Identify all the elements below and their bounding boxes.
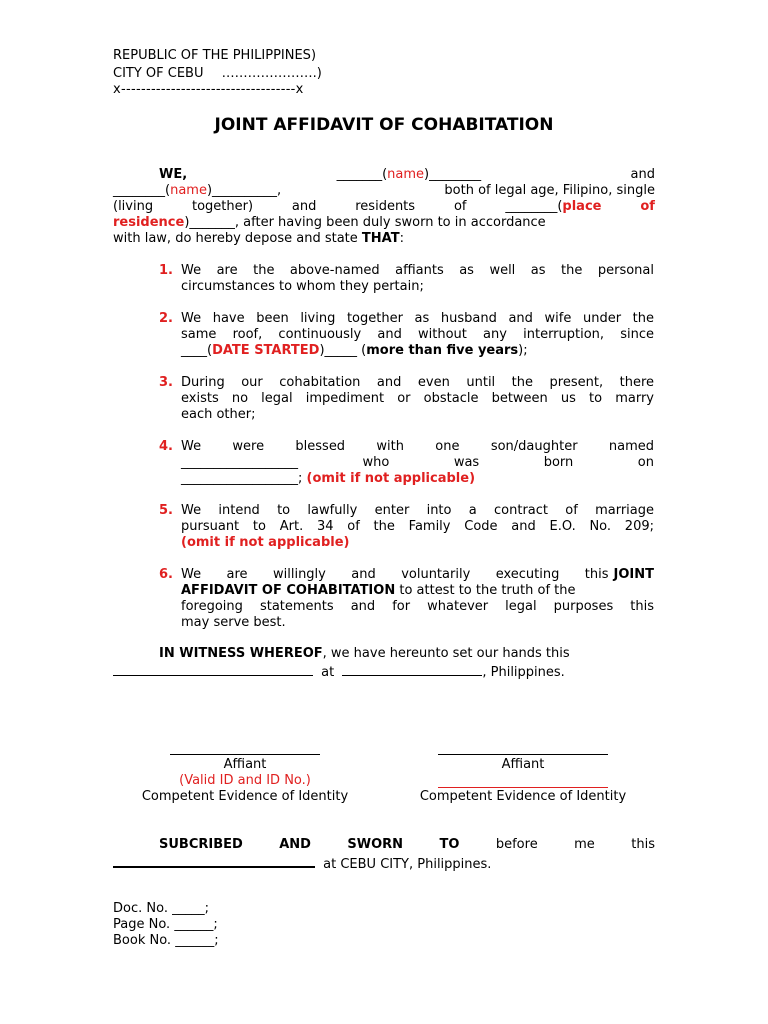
item-6-number: 6.: [159, 567, 173, 582]
word: residents: [355, 199, 416, 214]
item-1-line-1: We are the above-named affiants as well as the personal: [181, 263, 654, 278]
document-title: JOINT AFFIDAVIT OF COHABITATION: [214, 115, 554, 135]
jurat-place: at CEBU CITY, Philippines.: [323, 857, 492, 872]
more-than-five-years: more than five years: [366, 343, 519, 358]
word: one: [435, 439, 460, 454]
word: (living: [113, 199, 154, 214]
notary-book-no: Book No. ______;: [113, 933, 219, 948]
intro-line-1: [113, 167, 655, 183]
intro-line5-text: with law, do hereby depose and state: [113, 231, 358, 246]
word: this: [631, 837, 655, 852]
header-divider: x-----------------------------------x: [113, 82, 304, 97]
intro-name2: ________(name)__________,: [113, 183, 282, 198]
item-2-line-1: We have been living together as husband and wife under the: [181, 311, 654, 326]
header-city-dots: ………………….): [221, 66, 322, 81]
header-republic: REPUBLIC OF THE PHILIPPINES): [113, 48, 317, 63]
item-6-l1-text: We are willingly and voluntarily executing this: [181, 567, 609, 582]
item-5-line-2: pursuant to Art. 34 of the Family Code and E.O. No. 209;: [181, 519, 654, 534]
item-5-number: 5.: [159, 503, 173, 518]
intro-line-5: [113, 231, 404, 247]
intro-line4-rest: )_______, after having been duly sworn to in accordance: [184, 215, 546, 230]
witness-philippines: , Philippines.: [482, 665, 565, 680]
item-6-joint: JOINT: [613, 567, 654, 582]
date-started: DATE STARTED: [212, 343, 320, 358]
notary-doc-no: Doc. No. _____;: [113, 901, 209, 916]
affiant-left-signature-line: [170, 754, 320, 755]
intro-line2-rest: both of legal age, Filipino, single: [444, 183, 655, 198]
word: on: [637, 455, 654, 470]
word: of: [453, 199, 467, 214]
word: with: [376, 439, 404, 454]
word: together): [191, 199, 254, 214]
item-3-line-2: exists no legal impediment or obstacle between us to marry: [181, 391, 654, 406]
jurat-line-2: [113, 853, 491, 873]
word: born: [543, 455, 574, 470]
affiant-right-signature-line: [438, 754, 608, 755]
word: before: [495, 837, 538, 852]
word: AND: [279, 837, 311, 852]
affiant-left-evidence: Competent Evidence of Identity: [141, 789, 349, 804]
witness-text: IN WITNESS WHEREOF, we have hereunto set our hands this: [159, 646, 570, 661]
item-5-line-1: We intend to lawfully enter into a contract of marriage: [181, 503, 654, 518]
word: son/daughter: [490, 439, 578, 454]
date-blank: [113, 662, 313, 676]
item-1-number: 1.: [159, 263, 173, 278]
omit-note: (omit if not applicable): [306, 471, 476, 486]
witness-line-2: [113, 662, 565, 681]
intro-line-2: [113, 183, 655, 199]
intro-line-3: [113, 199, 655, 215]
word: SUBCRIBED: [159, 837, 243, 852]
item-6-line-2: [181, 583, 654, 599]
item-6-line-4: may serve best.: [181, 615, 286, 630]
intro-and: and: [630, 167, 655, 182]
word: who: [362, 455, 390, 470]
witness-line-1: [113, 646, 655, 662]
word: TO: [439, 837, 460, 852]
item-4-line-1: [181, 439, 654, 455]
item-6-line-1: [181, 567, 654, 583]
jurat-date-blank: [113, 853, 315, 868]
jurat-line-1: [159, 837, 655, 853]
word: of: [640, 199, 655, 214]
header-city: [113, 66, 322, 82]
affiant-right-id-line: [438, 787, 608, 788]
item-6-title-ref: AFFIDAVIT OF COHABITATION: [181, 583, 396, 598]
intro-colon: :: [399, 231, 404, 246]
item-2-line-2: same roof, continuously and without any interruption, since: [181, 327, 654, 342]
word: SWORN: [347, 837, 404, 852]
item-3-number: 3.: [159, 375, 173, 390]
word: was: [453, 455, 480, 470]
intro-place: ________(place: [505, 199, 602, 214]
word: We: [181, 439, 202, 454]
item-4-line-3: [181, 471, 654, 487]
word: and: [291, 199, 317, 214]
item-6-line-3: foregoing statements and for whatever legal purposes this: [181, 599, 654, 614]
word: blessed: [295, 439, 346, 454]
item-2-line-3: ____(DATE STARTED)_____ (more than five years);: [181, 343, 528, 358]
affiant-left-id: (Valid ID and ID No.): [179, 773, 311, 788]
intro-that: THAT: [361, 231, 400, 246]
intro-line-4: [113, 215, 546, 231]
item-3-line-1: During our cohabitation and even until the present, there: [181, 375, 654, 390]
affiant-right-evidence: Competent Evidence of Identity: [419, 789, 627, 804]
header-city-name: CITY OF CEBU: [113, 66, 204, 81]
item-1-line-2: circumstances to whom they pertain;: [181, 279, 424, 294]
word: me: [574, 837, 595, 852]
date-blank: __________________;: [181, 471, 303, 486]
word: were: [232, 439, 265, 454]
item-4-line-2: [181, 455, 654, 471]
place-blank: [342, 662, 482, 676]
intro-residence: residence: [113, 215, 185, 230]
notary-page-no: Page No. ______;: [113, 917, 218, 932]
item-3-line-3: each other;: [181, 407, 256, 422]
affiant-right-label: Affiant: [501, 757, 545, 772]
affiant-left-label: Affiant: [223, 757, 267, 772]
witness-at: at: [321, 665, 335, 680]
item-6-l2-rest: to attest to the truth of the: [399, 583, 576, 598]
word: named: [608, 439, 654, 454]
intro-name1: _______(name)________: [336, 167, 482, 182]
intro-we: WE,: [159, 167, 188, 182]
name-blank: __________________: [181, 455, 298, 470]
item-4-number: 4.: [159, 439, 173, 454]
item-5-omit-note: (omit if not applicable): [181, 535, 350, 550]
item-2-number: 2.: [159, 311, 173, 326]
